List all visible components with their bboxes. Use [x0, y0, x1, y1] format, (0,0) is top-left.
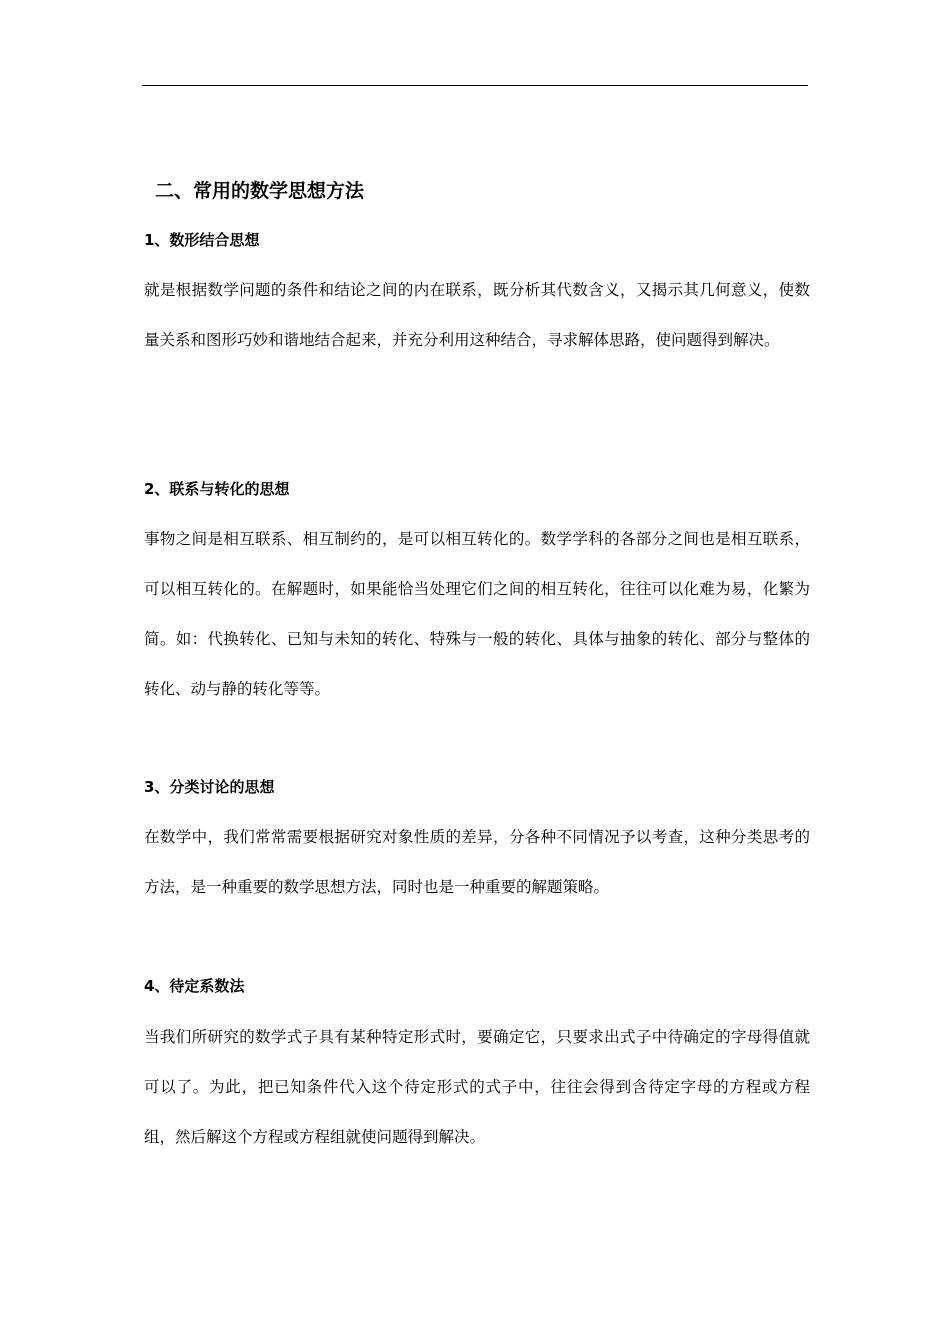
section-heading-3: 3、分类讨论的思想 — [144, 778, 275, 796]
section-heading-2: 2、联系与转化的思想 — [144, 480, 290, 498]
header-rule — [142, 85, 808, 86]
section-body-4: 当我们所研究的数学式子具有某种特定形式时，要确定它，只要求出式子中待确定的字母得值就可以了。为此，把已知条件代入这个待定形式的式子中，往往会得到含待定字母的方程或方程组，然后解这个方程或方程组就使问题得到解决。 — [144, 1028, 810, 1146]
page-title: 二、常用的数学思想方法 — [155, 180, 365, 202]
section-body-3: 在数学中，我们常常需要根据研究对象性质的差异，分各种不同情况予以考查，这种分类思考的方法，是一种重要的数学思想方法，同时也是一种重要的解题策略。 — [144, 828, 810, 896]
section-body-2: 事物之间是相互联系、相互制约的，是可以相互转化的。数学学科的各部分之间也是相互联系，可以相互转化的。在解题时，如果能恰当处理它们之间的相互转化，往往可以化难为易，化繁为简。如：代换转化、已知与未知的转化、特殊与一般的转化、具体与抽象的转化、部分与整体的转化、动与静的转化等等。 — [144, 530, 810, 698]
section-body-1: 就是根据数学问题的条件和结论之间的内在联系，既分析其代数含义，又揭示其几何意义，使数量关系和图形巧妙和谐地结合起来，并充分利用这种结合，寻求解体思路，使问题得到解决。 — [144, 281, 810, 349]
section-heading-1: 1、数形结合思想 — [144, 231, 260, 249]
section-heading-4: 4、待定系数法 — [144, 977, 245, 995]
